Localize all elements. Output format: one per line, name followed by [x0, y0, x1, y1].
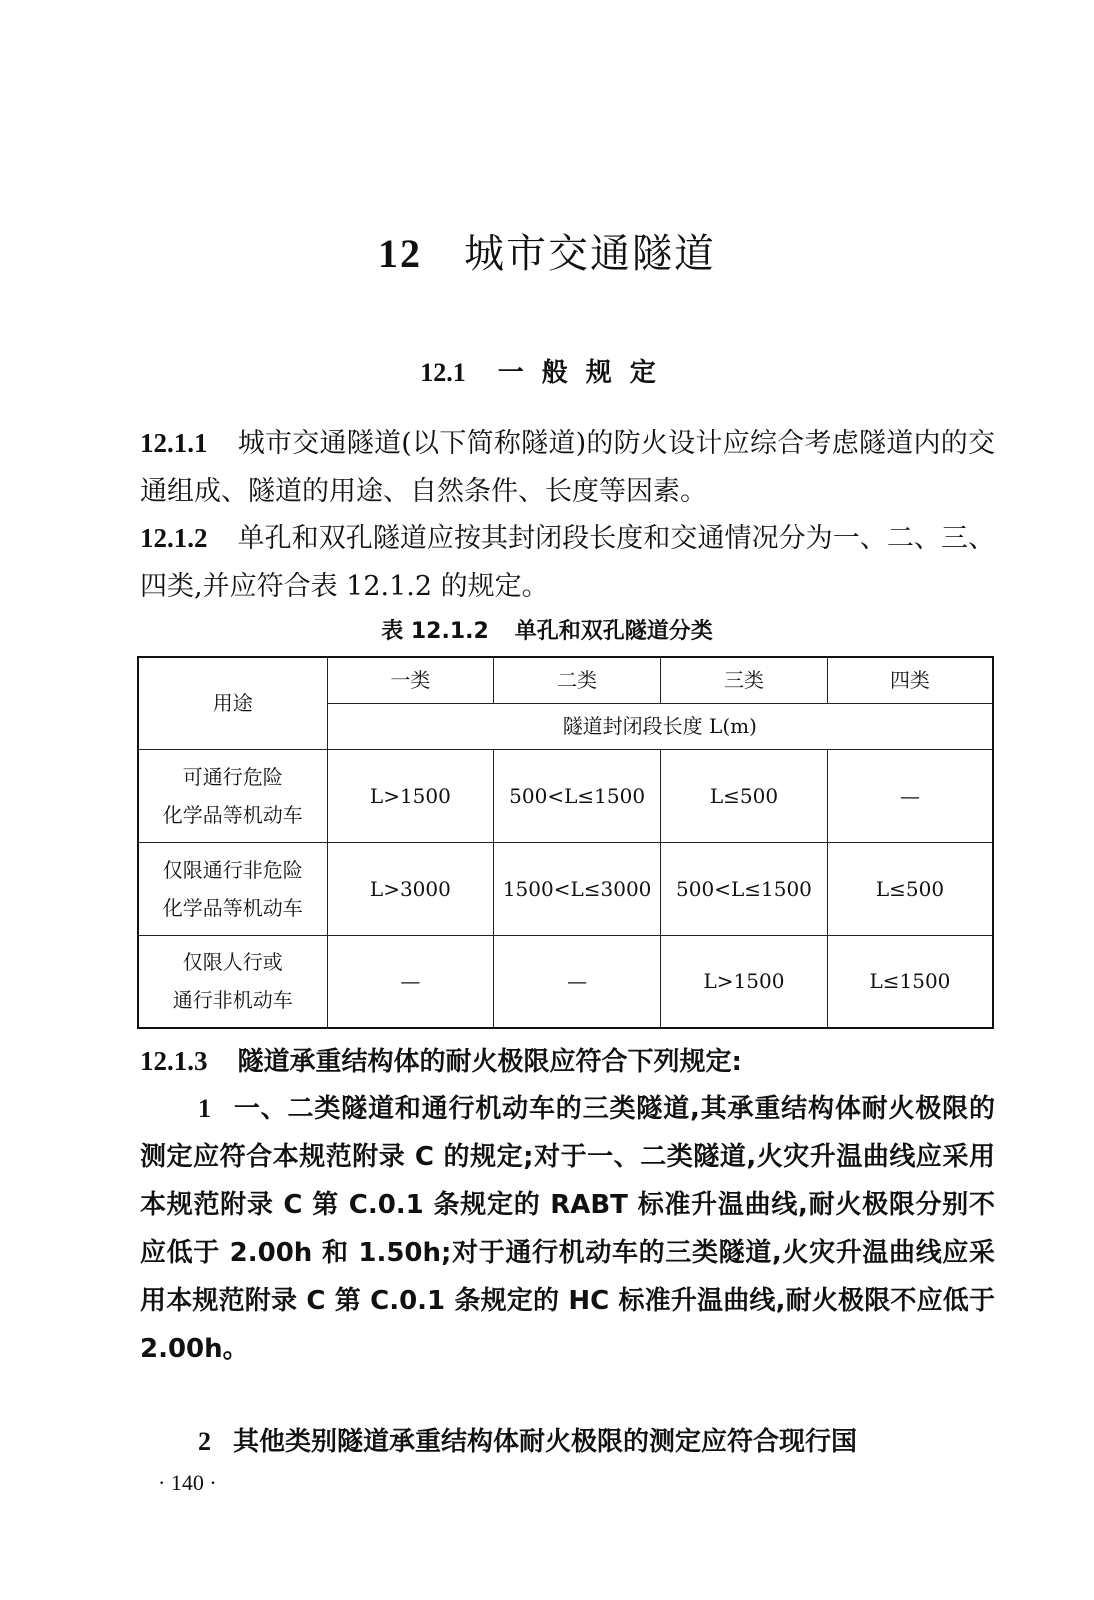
table-cell: L>1500 [327, 749, 494, 842]
table-cell: — [494, 935, 661, 1028]
item-text: 其他类别隧道承重结构体耐火极限的测定应符合现行国 [233, 1427, 858, 1457]
table-row [138, 749, 993, 842]
row-use-line1: 可通行危险 [182, 764, 283, 789]
table-caption-label: 表 12.1.2 [381, 619, 489, 644]
clause-12-1-2 [140, 514, 995, 611]
row-use-line2: 化学品等机动车 [162, 895, 303, 920]
clause-item-1 [140, 1085, 995, 1373]
clause-12-1-1 [140, 419, 995, 516]
table-row [138, 842, 993, 935]
header-class-4: 四类 [827, 657, 993, 703]
row-use [138, 935, 327, 1028]
clause-number: 12.1.3 [140, 1046, 208, 1076]
table-cell: L>1500 [661, 935, 828, 1028]
table-cell: 1500<L≤3000 [494, 842, 661, 935]
row-use-line1: 仅限人行或 [182, 950, 283, 975]
table-cell: L>3000 [327, 842, 494, 935]
table-caption [0, 614, 1094, 645]
clause-number: 12.1.2 [140, 523, 208, 553]
header-use: 用途 [138, 657, 327, 749]
item-text: 一、二类隧道和通行机动车的三类隧道,其承重结构体耐火极限的测定应符合本规范附录 C 的规定;对于一、二类隧道,火灾升温曲线应采用本规范附录 C 第 C.0.1 条规定的 RABT 标准升温曲线,耐火极限分别不应低于 2.00h 和 1.50h;对于通行机动车的三类隧道,火灾升温曲线应采用本规范附录 C 第 C.0.1 条规定的 HC 标准升温曲线,耐火极限不应低于 2.00h。 [140, 1094, 995, 1364]
table-cell: L≤500 [661, 749, 828, 842]
row-use-line2: 化学品等机动车 [162, 802, 303, 827]
table-cell: — [327, 935, 494, 1028]
clause-text: 单孔和双孔隧道应按其封闭段长度和交通情况分为一、二、三、四类,并应符合表 12.1.2 的规定。 [140, 523, 995, 602]
clause-text: 城市交通隧道(以下简称隧道)的防火设计应综合考虑隧道内的交通组成、隧道的用途、自然条件、长度等因素。 [140, 428, 995, 507]
table-row [138, 935, 993, 1028]
item-number: 2 [198, 1427, 211, 1456]
table-cell: L≤1500 [827, 935, 993, 1028]
header-class-1: 一类 [327, 657, 494, 703]
table-caption-title: 单孔和双孔隧道分类 [514, 619, 713, 644]
page-number: · 140 · [158, 1470, 217, 1495]
table-cell: — [827, 749, 993, 842]
header-class-2: 二类 [494, 657, 661, 703]
table-cell: L≤500 [827, 842, 993, 935]
clause-text: 隧道承重结构体的耐火极限应符合下列规定: [237, 1047, 742, 1077]
row-use-line2: 通行非机动车 [172, 988, 293, 1013]
section-number: 12.1 [420, 358, 466, 387]
tunnel-classification-table [137, 656, 994, 1029]
clause-item-2 [140, 1418, 995, 1466]
chapter-number: 12 [378, 231, 422, 276]
item-number: 1 [198, 1094, 211, 1123]
header-class-3: 三类 [661, 657, 828, 703]
clause-number: 12.1.1 [140, 428, 208, 458]
header-length: 隧道封闭段长度 L(m) [327, 703, 993, 749]
row-use [138, 842, 327, 935]
section-name: 一般规定 [497, 358, 674, 388]
clause-12-1-3 [140, 1037, 995, 1086]
section-title [0, 352, 1094, 389]
chapter-title [0, 222, 1094, 279]
table-cell: 500<L≤1500 [661, 842, 828, 935]
table-cell: 500<L≤1500 [494, 749, 661, 842]
row-use [138, 749, 327, 842]
chapter-name: 城市交通隧道 [464, 231, 716, 277]
row-use-line1: 仅限通行非危险 [162, 857, 303, 882]
